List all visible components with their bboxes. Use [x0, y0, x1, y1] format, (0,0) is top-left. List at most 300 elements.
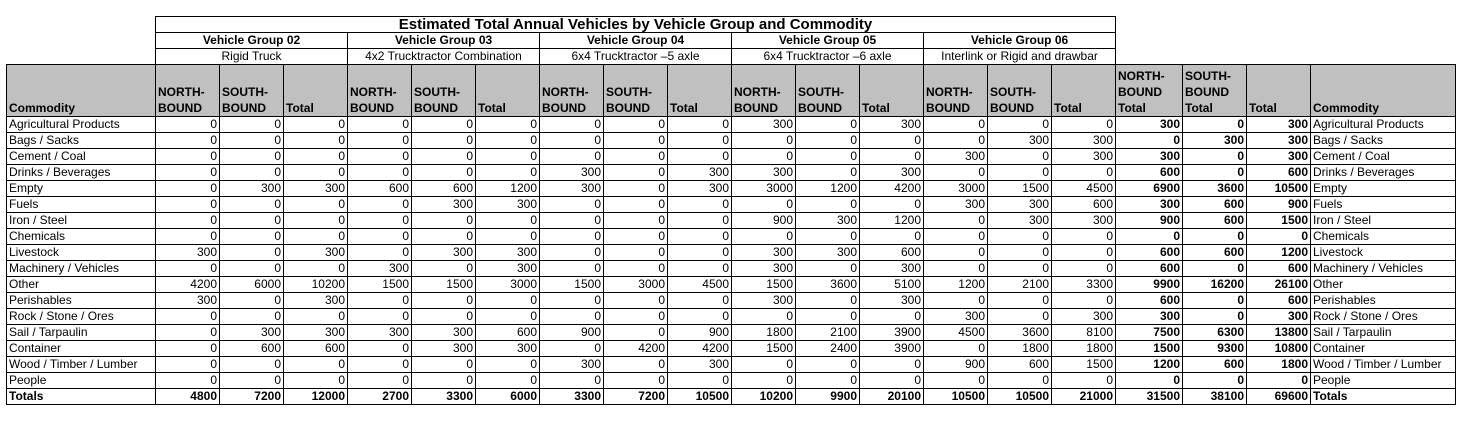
value-cell: 0: [540, 341, 604, 357]
value-cell: 0: [348, 117, 412, 133]
total-cell: 38100: [1183, 389, 1247, 405]
value-cell: 0: [540, 245, 604, 261]
value-cell: 300: [284, 293, 348, 309]
value-cell: 0: [604, 261, 668, 277]
value-cell: 0: [412, 293, 476, 309]
value-cell: 0: [412, 261, 476, 277]
total-cell: 0: [1247, 373, 1311, 389]
total-cell: 300: [1247, 149, 1311, 165]
value-cell: 1500: [732, 341, 796, 357]
table-row: [7, 117, 1456, 133]
value-cell: 300: [476, 341, 540, 357]
value-cell: 0: [220, 229, 284, 245]
value-cell: 0: [156, 341, 220, 357]
value-cell: 1500: [412, 277, 476, 293]
value-cell: 300: [1052, 213, 1116, 229]
value-cell: 0: [284, 197, 348, 213]
total-cell: 0: [1183, 293, 1247, 309]
value-cell: 3300: [412, 389, 476, 405]
table-row: [7, 277, 1456, 293]
value-cell: 4500: [1052, 181, 1116, 197]
commodity-cell: Sail / Tarpaulin: [7, 325, 156, 341]
value-cell: 600: [348, 181, 412, 197]
total-cell: 0: [1183, 117, 1247, 133]
value-cell: 0: [604, 229, 668, 245]
commodity-cell-right: Empty: [1311, 181, 1456, 197]
table-row: [7, 165, 1456, 181]
value-cell: 0: [476, 213, 540, 229]
value-cell: 2100: [796, 325, 860, 341]
total-cell: 1200: [1116, 357, 1183, 373]
value-cell: 0: [348, 309, 412, 325]
table-row: [7, 325, 1456, 341]
column-header-northbound: NORTH-BOUND: [156, 65, 220, 117]
table-row: [7, 149, 1456, 165]
value-cell: 0: [284, 309, 348, 325]
value-cell: 300: [284, 245, 348, 261]
value-cell: 0: [540, 261, 604, 277]
value-cell: 1800: [988, 341, 1052, 357]
value-cell: 0: [476, 309, 540, 325]
total-cell: 7500: [1116, 325, 1183, 341]
value-cell: 0: [1052, 229, 1116, 245]
value-cell: 300: [860, 293, 924, 309]
value-cell: 0: [348, 213, 412, 229]
value-cell: 600: [988, 357, 1052, 373]
value-cell: 0: [668, 245, 732, 261]
value-cell: 0: [284, 117, 348, 133]
total-cell: 600: [1247, 165, 1311, 181]
value-cell: 0: [1052, 293, 1116, 309]
value-cell: 0: [668, 133, 732, 149]
value-cell: 0: [860, 229, 924, 245]
commodity-cell: Wood / Timber / Lumber: [7, 357, 156, 373]
value-cell: 300: [668, 181, 732, 197]
commodity-cell-right: Sail / Tarpaulin: [1311, 325, 1456, 341]
total-cell: 300: [1247, 117, 1311, 133]
value-cell: 0: [156, 357, 220, 373]
value-cell: 0: [796, 149, 860, 165]
value-cell: 0: [540, 309, 604, 325]
total-cell: 26100: [1247, 277, 1311, 293]
value-cell: 0: [924, 165, 988, 181]
value-cell: 0: [540, 373, 604, 389]
value-cell: 600: [1052, 197, 1116, 213]
value-cell: 0: [412, 213, 476, 229]
vehicle-commodity-table: [6, 16, 1456, 405]
table-row: [7, 245, 1456, 261]
value-cell: 0: [284, 357, 348, 373]
value-cell: 2100: [988, 277, 1052, 293]
value-cell: 0: [220, 293, 284, 309]
totals-row: [7, 389, 1456, 405]
column-header-southbound: SOUTH-BOUND: [796, 65, 860, 117]
total-cell: 10800: [1247, 341, 1311, 357]
vehicle-group-title: Vehicle Group 04: [540, 33, 732, 49]
value-cell: 300: [476, 261, 540, 277]
value-cell: 0: [1052, 117, 1116, 133]
value-cell: 0: [988, 261, 1052, 277]
vehicle-group-description: 4x2 Trucktractor Combination: [348, 49, 540, 65]
value-cell: 3000: [604, 277, 668, 293]
commodity-cell-right: Bags / Sacks: [1311, 133, 1456, 149]
blank-cell: [1116, 17, 1456, 33]
commodity-cell: Other: [7, 277, 156, 293]
value-cell: 0: [412, 309, 476, 325]
value-cell: 0: [604, 181, 668, 197]
value-cell: 0: [476, 165, 540, 181]
value-cell: 0: [924, 117, 988, 133]
total-cell: 1500: [1116, 341, 1183, 357]
value-cell: 300: [924, 197, 988, 213]
value-cell: 300: [1052, 149, 1116, 165]
total-cell: 1500: [1247, 213, 1311, 229]
commodity-cell-right: Container: [1311, 341, 1456, 357]
value-cell: 0: [412, 229, 476, 245]
value-cell: 0: [732, 357, 796, 373]
column-header-total: Total: [476, 65, 540, 117]
value-cell: 0: [604, 165, 668, 181]
value-cell: 12000: [284, 389, 348, 405]
value-cell: 300: [988, 197, 1052, 213]
value-cell: 20100: [860, 389, 924, 405]
value-cell: 0: [412, 149, 476, 165]
value-cell: 0: [220, 197, 284, 213]
value-cell: 300: [860, 165, 924, 181]
value-cell: 0: [412, 133, 476, 149]
value-cell: 0: [796, 293, 860, 309]
value-cell: 0: [476, 229, 540, 245]
value-cell: 300: [412, 245, 476, 261]
total-cell: 600: [1116, 293, 1183, 309]
value-cell: 1800: [732, 325, 796, 341]
value-cell: 3300: [540, 389, 604, 405]
table-row: [7, 213, 1456, 229]
value-cell: 0: [220, 117, 284, 133]
vehicle-group-title: Vehicle Group 02: [156, 33, 348, 49]
total-cell: 9300: [1183, 341, 1247, 357]
value-cell: 0: [412, 357, 476, 373]
vehicle-group-title: Vehicle Group 06: [924, 33, 1116, 49]
value-cell: 0: [220, 213, 284, 229]
value-cell: 300: [284, 181, 348, 197]
value-cell: 0: [604, 213, 668, 229]
value-cell: 0: [540, 197, 604, 213]
value-cell: 0: [476, 133, 540, 149]
value-cell: 1500: [1052, 357, 1116, 373]
value-cell: 0: [220, 245, 284, 261]
value-cell: 300: [668, 165, 732, 181]
total-cell: 1200: [1247, 245, 1311, 261]
commodity-cell: Livestock: [7, 245, 156, 261]
total-cell: 0: [1183, 229, 1247, 245]
value-cell: 0: [604, 325, 668, 341]
value-cell: 0: [220, 165, 284, 181]
value-cell: 300: [732, 165, 796, 181]
value-cell: 0: [924, 213, 988, 229]
value-cell: 300: [284, 325, 348, 341]
value-cell: 3600: [796, 277, 860, 293]
value-cell: 0: [796, 261, 860, 277]
total-cell: 300: [1183, 133, 1247, 149]
total-cell: 600: [1183, 245, 1247, 261]
value-cell: 5100: [860, 277, 924, 293]
commodity-cell-right: Perishables: [1311, 293, 1456, 309]
column-header-southbound: SOUTH-BOUND: [604, 65, 668, 117]
commodity-cell-right: Other: [1311, 277, 1456, 293]
value-cell: 300: [668, 357, 732, 373]
value-cell: 900: [924, 357, 988, 373]
column-header-total: Total: [668, 65, 732, 117]
value-cell: 0: [156, 325, 220, 341]
value-cell: 0: [348, 245, 412, 261]
total-cell: 600: [1247, 261, 1311, 277]
value-cell: 0: [412, 117, 476, 133]
value-cell: 0: [604, 373, 668, 389]
value-cell: 0: [924, 373, 988, 389]
value-cell: 0: [796, 309, 860, 325]
commodity-cell: Container: [7, 341, 156, 357]
commodity-cell-right: Fuels: [1311, 197, 1456, 213]
value-cell: 0: [668, 309, 732, 325]
total-cell: 16200: [1183, 277, 1247, 293]
value-cell: 600: [476, 325, 540, 341]
value-cell: 0: [796, 197, 860, 213]
value-cell: 0: [860, 373, 924, 389]
value-cell: 3000: [732, 181, 796, 197]
value-cell: 0: [348, 341, 412, 357]
value-cell: 0: [988, 229, 1052, 245]
value-cell: 0: [732, 133, 796, 149]
total-cell: 600: [1116, 245, 1183, 261]
total-cell: 1800: [1247, 357, 1311, 373]
total-cell: 10500: [1247, 181, 1311, 197]
value-cell: 300: [1052, 133, 1116, 149]
commodity-cell-right: Rock / Stone / Ores: [1311, 309, 1456, 325]
value-cell: 1500: [348, 277, 412, 293]
vehicle-group-title: Vehicle Group 05: [732, 33, 924, 49]
column-header-total: Total: [1052, 65, 1116, 117]
value-cell: 600: [860, 245, 924, 261]
column-header-commodity-right: Commodity: [1311, 65, 1456, 117]
commodity-cell: Empty: [7, 181, 156, 197]
value-cell: 2700: [348, 389, 412, 405]
column-header-southbound-total: SOUTH-BOUND Total: [1183, 65, 1247, 117]
total-cell: 600: [1116, 165, 1183, 181]
value-cell: 0: [668, 261, 732, 277]
value-cell: 0: [220, 357, 284, 373]
value-cell: 1500: [732, 277, 796, 293]
value-cell: 0: [156, 133, 220, 149]
value-cell: 0: [540, 149, 604, 165]
commodity-cell-right: Iron / Steel: [1311, 213, 1456, 229]
value-cell: 0: [604, 117, 668, 133]
total-cell: 900: [1247, 197, 1311, 213]
value-cell: 0: [988, 165, 1052, 181]
value-cell: 0: [540, 133, 604, 149]
value-cell: 0: [732, 197, 796, 213]
value-cell: 300: [540, 357, 604, 373]
value-cell: 7200: [220, 389, 284, 405]
commodity-cell: Cement / Coal: [7, 149, 156, 165]
value-cell: 0: [476, 373, 540, 389]
value-cell: 0: [668, 149, 732, 165]
value-cell: 0: [156, 373, 220, 389]
total-cell: 300: [1116, 309, 1183, 325]
value-cell: 0: [732, 149, 796, 165]
value-cell: 0: [924, 261, 988, 277]
commodity-cell-right: Agricultural Products: [1311, 117, 1456, 133]
value-cell: 0: [988, 245, 1052, 261]
value-cell: 0: [604, 357, 668, 373]
value-cell: 0: [412, 373, 476, 389]
value-cell: 0: [796, 229, 860, 245]
value-cell: 0: [988, 373, 1052, 389]
value-cell: 0: [668, 373, 732, 389]
value-cell: 0: [1052, 373, 1116, 389]
value-cell: 2400: [796, 341, 860, 357]
commodity-cell: Iron / Steel: [7, 213, 156, 229]
commodity-cell: Fuels: [7, 197, 156, 213]
value-cell: 0: [924, 133, 988, 149]
total-cell: 6900: [1116, 181, 1183, 197]
total-cell: 3600: [1183, 181, 1247, 197]
value-cell: 300: [732, 261, 796, 277]
total-cell: 13800: [1247, 325, 1311, 341]
value-cell: 10500: [924, 389, 988, 405]
table-row: [7, 229, 1456, 245]
value-cell: 300: [540, 165, 604, 181]
commodity-cell: Machinery / Vehicles: [7, 261, 156, 277]
table-row: [7, 261, 1456, 277]
value-cell: 0: [348, 293, 412, 309]
value-cell: 10200: [284, 277, 348, 293]
value-cell: 300: [412, 341, 476, 357]
value-cell: 3900: [860, 341, 924, 357]
column-header-northbound: NORTH-BOUND: [540, 65, 604, 117]
value-cell: 0: [348, 149, 412, 165]
table-title: Estimated Total Annual Vehicles by Vehicle Group and Commodity: [156, 17, 1116, 33]
value-cell: 0: [284, 133, 348, 149]
value-cell: 3000: [476, 277, 540, 293]
total-cell: 900: [1116, 213, 1183, 229]
commodity-cell: Totals: [7, 389, 156, 405]
value-cell: 0: [604, 197, 668, 213]
value-cell: 4200: [860, 181, 924, 197]
commodity-cell-right: People: [1311, 373, 1456, 389]
value-cell: 0: [284, 149, 348, 165]
total-cell: 0: [1183, 165, 1247, 181]
value-cell: 0: [156, 197, 220, 213]
value-cell: 300: [732, 245, 796, 261]
total-cell: 0: [1116, 373, 1183, 389]
commodity-cell-right: Cement / Coal: [1311, 149, 1456, 165]
value-cell: 300: [156, 245, 220, 261]
value-cell: 8100: [1052, 325, 1116, 341]
total-cell: 600: [1247, 293, 1311, 309]
column-header-southbound: SOUTH-BOUND: [988, 65, 1052, 117]
value-cell: 600: [220, 341, 284, 357]
commodity-cell: Agricultural Products: [7, 117, 156, 133]
vehicle-group-description: 6x4 Trucktractor –6 axle: [732, 49, 924, 65]
value-cell: 0: [668, 293, 732, 309]
total-cell: 600: [1183, 213, 1247, 229]
value-cell: 1200: [924, 277, 988, 293]
value-cell: 0: [412, 165, 476, 181]
total-cell: 600: [1183, 357, 1247, 373]
total-cell: 600: [1183, 197, 1247, 213]
value-cell: 0: [796, 357, 860, 373]
commodity-cell: Bags / Sacks: [7, 133, 156, 149]
value-cell: 0: [604, 149, 668, 165]
value-cell: 4200: [604, 341, 668, 357]
column-header-total: Total: [284, 65, 348, 117]
value-cell: 0: [540, 293, 604, 309]
value-cell: 0: [348, 373, 412, 389]
vehicle-group-title: Vehicle Group 03: [348, 33, 540, 49]
value-cell: 600: [412, 181, 476, 197]
value-cell: 0: [604, 133, 668, 149]
value-cell: 9900: [796, 389, 860, 405]
column-header-total: Total: [860, 65, 924, 117]
value-cell: 0: [540, 229, 604, 245]
value-cell: 0: [796, 117, 860, 133]
value-cell: 0: [988, 309, 1052, 325]
value-cell: 7200: [604, 389, 668, 405]
value-cell: 6000: [476, 389, 540, 405]
value-cell: 300: [732, 117, 796, 133]
value-cell: 0: [284, 165, 348, 181]
value-cell: 0: [284, 213, 348, 229]
blank-cell: [1116, 33, 1456, 49]
value-cell: 0: [924, 245, 988, 261]
value-cell: 0: [1052, 165, 1116, 181]
column-header-row: [7, 65, 1456, 117]
value-cell: 0: [220, 373, 284, 389]
commodity-cell-right: Chemicals: [1311, 229, 1456, 245]
column-header-northbound: NORTH-BOUND: [348, 65, 412, 117]
value-cell: 1200: [476, 181, 540, 197]
value-cell: 0: [860, 357, 924, 373]
value-cell: 0: [668, 229, 732, 245]
value-cell: 21000: [1052, 389, 1116, 405]
column-header-grand-total: Total: [1247, 65, 1311, 117]
column-header-southbound: SOUTH-BOUND: [412, 65, 476, 117]
table-row: [7, 357, 1456, 373]
value-cell: 900: [732, 213, 796, 229]
value-cell: 300: [860, 117, 924, 133]
value-cell: 0: [220, 261, 284, 277]
value-cell: 4500: [668, 277, 732, 293]
value-cell: 900: [540, 325, 604, 341]
value-cell: 300: [924, 309, 988, 325]
value-cell: 300: [220, 325, 284, 341]
value-cell: 0: [732, 229, 796, 245]
table-row: [7, 309, 1456, 325]
total-cell: 300: [1116, 117, 1183, 133]
value-cell: 0: [988, 293, 1052, 309]
blank-cell: [7, 49, 156, 65]
value-cell: 0: [156, 181, 220, 197]
value-cell: 3000: [924, 181, 988, 197]
total-cell: 0: [1183, 261, 1247, 277]
value-cell: 0: [476, 149, 540, 165]
value-cell: 0: [348, 229, 412, 245]
table-row: [7, 373, 1456, 389]
value-cell: 300: [988, 213, 1052, 229]
value-cell: 0: [348, 133, 412, 149]
value-cell: 0: [924, 293, 988, 309]
